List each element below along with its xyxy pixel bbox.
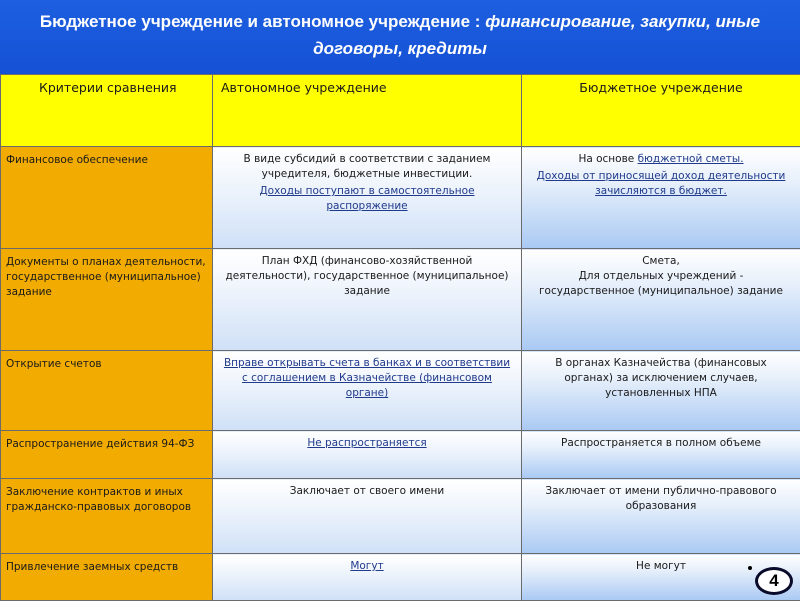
budget-income-link[interactable]: Доходы от приносящей доход деятельности зачисляются в бюджет. (530, 169, 792, 199)
badge-dot (748, 566, 752, 570)
autonomous-text: В виде субсидий в соответствии с заданием учредителя, бюджетные инвестиции. (221, 152, 513, 182)
autonomous-link[interactable]: Доходы поступают в самостоятельное распоряжение (221, 184, 513, 214)
page-number-badge: 4 (755, 567, 793, 595)
autonomous-cell (213, 554, 522, 601)
title-plain: Бюджетное учреждение и автономное учреждение : (40, 12, 485, 31)
budget-estimate-link[interactable]: бюджетной сметы. (638, 153, 744, 165)
criterion-cell: Финансовое обеспечение (1, 147, 213, 249)
budget-text-line: Для отдельных учреждений - государственное (муниципальное) задание (530, 269, 792, 299)
autonomous-cell: План ФХД (финансово-хозяйственной деятельности), государственное (муниципальное) задание (213, 249, 522, 351)
criterion-cell: Привлечение заемных средств (1, 554, 213, 601)
autonomous-cell (213, 351, 522, 431)
budget-cell (522, 147, 800, 249)
criterion-cell: Распространение действия 94-ФЗ (1, 431, 213, 479)
budget-text (530, 152, 792, 167)
autonomous-link[interactable]: Не распространяется (307, 437, 426, 449)
autonomous-cell: Заключает от своего имени (213, 479, 522, 554)
table-row (1, 249, 800, 351)
budget-cell: Распространяется в полном объеме (522, 431, 800, 479)
budget-cell (522, 249, 800, 351)
budget-text-line: Смета, (530, 254, 792, 269)
budget-cell: Не могут (522, 554, 800, 601)
comparison-table (0, 74, 800, 601)
column-header-budget: Бюджетное учреждение (522, 75, 800, 147)
table-row (1, 351, 800, 431)
table-row (1, 147, 800, 249)
budget-cell: В органах Казначейства (финансовых органах) за исключением случаев, установленных НПА (522, 351, 800, 431)
table-header-row (1, 75, 800, 147)
autonomous-cell (213, 431, 522, 479)
criterion-cell: Открытие счетов (1, 351, 213, 431)
column-header-autonomous: Автономное учреждение (213, 75, 522, 147)
autonomous-link[interactable]: Могут (350, 560, 383, 572)
table-row (1, 431, 800, 479)
table-row (1, 554, 800, 601)
budget-prefix: На основе (578, 153, 637, 165)
autonomous-cell (213, 147, 522, 249)
title-italic: финансирование, закупки, иные договоры, кредиты (313, 12, 760, 58)
table-row (1, 479, 800, 554)
autonomous-link[interactable]: Вправе открывать счета в банках и в соответствии с соглашением в Казначействе (финансовом органе) (224, 357, 510, 399)
criterion-cell: Заключение контрактов и иных гражданско-правовых договоров (1, 479, 213, 554)
budget-cell: Заключает от имени публично-правового образования (522, 479, 800, 554)
column-header-criteria: Критерии сравнения (1, 75, 213, 147)
slide-title (0, 0, 800, 74)
criterion-cell: Документы о планах деятельности, государственное (муниципальное) задание (1, 249, 213, 351)
